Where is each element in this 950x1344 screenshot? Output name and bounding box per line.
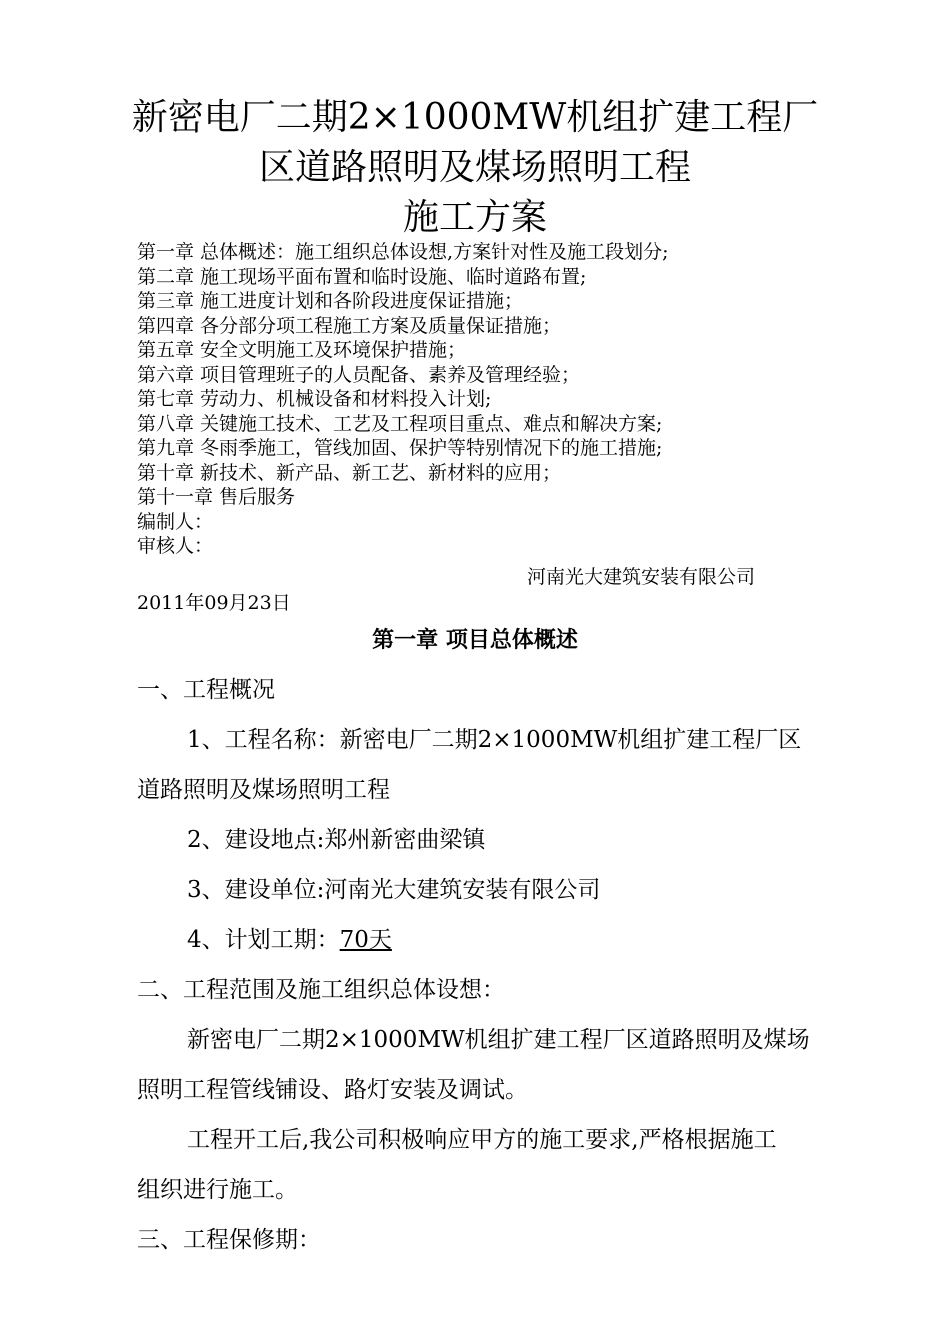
section-2-heading: 二、工程范围及施工组织总体设想：: [137, 977, 505, 1003]
toc-chapter-4: 第四章 各分部分项工程施工方案及质量保证措施；: [137, 314, 562, 337]
scope-paragraph-line-1: 新密电厂二期2×1000MW机组扩建工程厂区道路照明及煤场: [187, 1027, 810, 1053]
toc-chapter-11: 第十一章 售后服务: [137, 486, 296, 508]
document-title-line-1: 新密电厂二期2×1000MW机组扩建工程厂: [131, 97, 819, 138]
construction-location: 2、建设地点:郑州新密曲梁镇: [187, 827, 486, 853]
document-date: 2011年09月23日: [137, 592, 291, 614]
company-name: 河南光大建筑安装有限公司: [527, 566, 756, 588]
document-title-line-2: 区道路照明及煤场照明工程: [258, 147, 691, 188]
toc-chapter-1: 第一章 总体概述：施工组织总体设想,方案针对性及施工段划分;: [137, 241, 669, 263]
toc-chapter-9: 第九章 冬雨季施工，管线加固、保护等特别情况下的施工措施;: [137, 437, 663, 459]
project-name-line-2: 道路照明及煤场照明工程: [137, 777, 390, 803]
organization-paragraph-line-1: 工程开工后,我公司积极响应甲方的施工要求,严格根据施工: [187, 1127, 777, 1153]
project-name-line-1: 1、工程名称：新密电厂二期2×1000MW机组扩建工程厂区: [187, 727, 802, 753]
chapter-1-body: [137, 665, 867, 1265]
construction-unit: 3、建设单位:河南光大建筑安装有限公司: [187, 877, 601, 903]
toc-chapter-3: 第三章 施工进度计划和各阶段进度保证措施；: [137, 290, 524, 312]
prepared-by: 编制人：: [137, 510, 214, 533]
planned-duration-label: 4、计划工期：: [187, 927, 340, 953]
toc-chapter-5: 第五章 安全文明施工及环境保护措施；: [137, 339, 467, 361]
table-of-contents: [137, 240, 897, 559]
planned-duration-value: 70天: [339, 927, 392, 953]
toc-chapter-6: 第六章 项目管理班子的人员配备、素养及管理经验；: [137, 363, 581, 386]
toc-chapter-8: 第八章 关键施工技术、工艺及工程项目重点、难点和解决方案;: [137, 412, 663, 435]
planned-duration: [137, 915, 867, 965]
section-1-heading: 一、工程概况: [137, 677, 275, 703]
document-title-line-3: 施工方案: [402, 197, 547, 238]
organization-paragraph-line-2: 组织进行施工。: [137, 1177, 298, 1203]
toc-chapter-10: 第十章 新技术、新产品、新工艺、新材料的应用；: [137, 461, 562, 484]
scope-paragraph-line-2: 照明工程管线铺设、路灯安装及调试。: [137, 1077, 528, 1103]
reviewed-by: 审核人：: [137, 535, 214, 557]
chapter-1-heading: 第一章 项目总体概述: [372, 627, 578, 653]
toc-chapter-7: 第七章 劳动力、机械设备和材料投入计划;: [137, 388, 492, 410]
section-3-heading: 三、工程保修期：: [137, 1227, 321, 1253]
toc-chapter-2: 第二章 施工现场平面布置和临时设施、临时道路布置;: [137, 265, 587, 288]
